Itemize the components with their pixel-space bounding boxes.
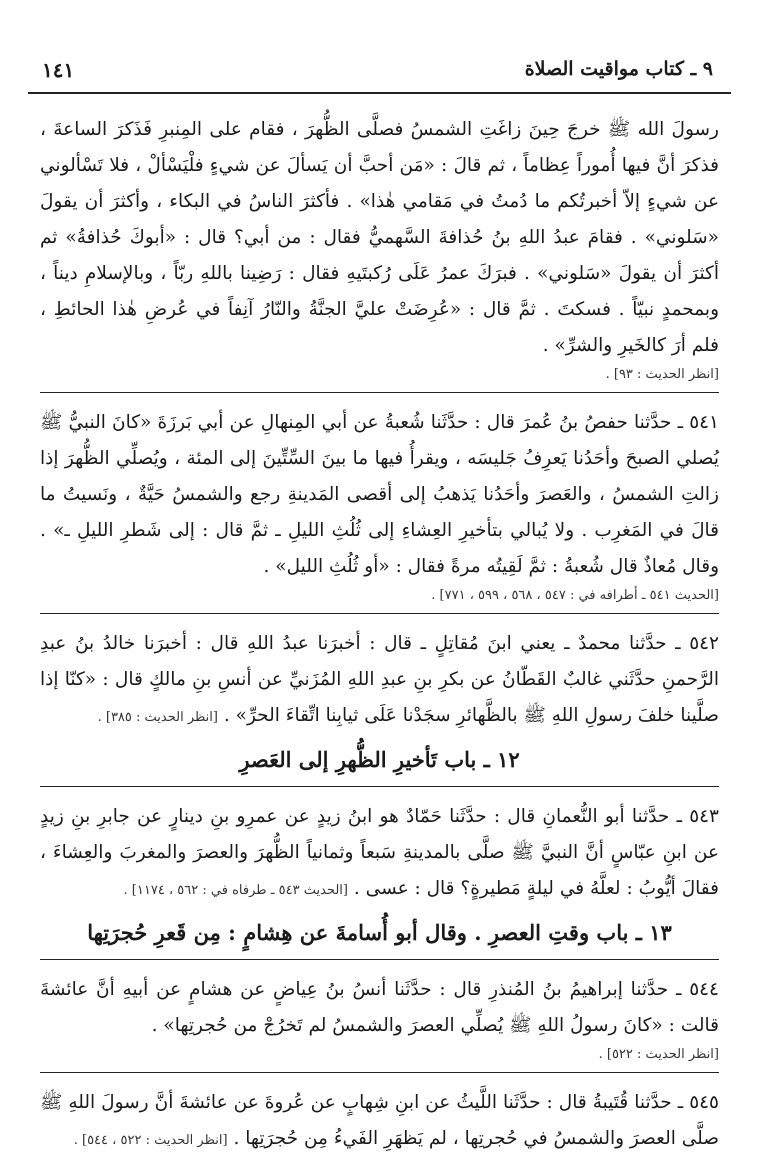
reference-note: [الحديث ٥٤١ ـ أطرافه في : ٥٤٧ ، ٥٦٨ ، ٥٩٩ ، ٧٧١] . xyxy=(431,588,719,603)
reference-note: [انظر الحديث : ٣٨٥] . xyxy=(97,710,218,725)
hadith-542-text: ٥٤٢ ـ حدَّثنا محمدٌ ـ يعني ابنَ مُقاتِلٍ ـ قال : أخبرَنا عبدُ اللهِ قال : أخبرَنا خالدُ بنُ عبدِ الرَّحمنِ حدَّثَني غالبٌ القَطّانُ عن بكرِ بنِ عبدِ اللهِ المُزَنيِّ عن أنسِ بنِ مالكٍ قال : «كنّا إذا صلَّينا خلفَ رسولِ اللهِ ﷺ بالظَّهائرِ سجَدْنا عَلَى ثيابِنا اتِّقاءَ الحرِّ» . xyxy=(40,633,719,726)
reference-note: [انظر الحديث : ٥٢٢ ، ٥٤٤] . xyxy=(73,1133,228,1148)
reference-note: [الحديث ٥٤٣ ـ طرفاه في : ٥٦٢ ، ١١٧٤] . xyxy=(123,883,348,898)
hadith-542 xyxy=(40,626,719,736)
hadith-separator xyxy=(40,1072,719,1073)
hadith-540-continuation: رسولَ الله ﷺ خرجَ حِينَ زاغَتِ الشمسُ فصلَّى الظُّهرَ ، فقام على المِنبرِ فَذَكرَ الساعةَ ، فذكرَ أنَّ فيها أُموراً عِظاماً ، ثم قالَ : «مَن أحبَّ أن يَسألَ عن شيءٍ فلْيَسْألْ ، فلا تَسْألوني عن شيءٍ إلاّ أخبرتُكم ما دُمتُ في مَقامي هٰذا» . فأكثرَ الناسُ في البكاء ، وأكثرَ أن يقولَ «سَلوني» . فقامَ عبدُ اللهِ بنُ حُذافةَ السَّهميُّ فقال : من أبي؟ قال : «أبوكَ حُذافةُ» ثم أكثرَ أن يقولَ «سَلوني» . فبرَكَ عمرُ عَلَى رُكبتَيهِ فقال : رَضِينا باللهِ ربّاً ، وبالإسلامِ ديناً ، وبمحمدٍ نبيّاً . فسكتَ . ثمَّ قال : «عُرِضَتْ عليَّ الجنَّةُ والنّارُ آنِفاً في عُرضِ هٰذا الحائطِ ، فلم أرَ كالخَيرِ والشرِّ» . xyxy=(40,119,719,356)
chapter-heading-13: ١٣ ـ باب وقتِ العصرِ . وقال أبو أُسامةَ عن هِشامٍ : مِن قَعرِ حُجرَتِها xyxy=(87,920,672,945)
header-rule xyxy=(28,92,731,94)
chapter-heading-12: ١٢ ـ باب تَأخيرِ الظُّهرِ إلى العَصرِ xyxy=(239,747,520,772)
hadith-544: ٥٤٤ ـ حدَّثنا إبراهيمُ بنُ المُنذرِ قال : حدَّثَنا أنسُ بنُ عِياضٍ عن هشامٍ عن أبيهِ أنَّ عائشةَ قالت : «كانَ رسولُ اللهِ ﷺ يُصلِّي العصرَ والشمسُ لم تَخرُجْ من حُجرتِها» . xyxy=(40,979,719,1036)
hadith-separator xyxy=(40,959,719,960)
reference-note: [انظر الحديث : ٩٣] . xyxy=(605,367,719,382)
hadith-543 xyxy=(40,799,719,909)
hadith-separator xyxy=(40,392,719,393)
hadith-541: ٥٤١ ـ حدَّثنا حفصُ بنُ عُمرَ قال : حدَّثَنا شُعبةُ عن أبي المِنهالِ عن أبي بَرزَةَ «كانَ النبيُّ ﷺ يُصلي الصبحَ وأحَدُنا يَعرِفُ جَليسَه ، ويقرأُ فيها ما بينَ السِّتِّينَ إلى المئة ، ويُصلِّي الظُّهرَ إذا زالتِ الشمسُ ، والعَصرَ وأحَدُنا يَذهبُ إلى أقصى المَدينةِ رجع والشمسُ حَيَّةٌ ، ونَسيتُ ما قالَ في المَغرِب . ولا يُبالي بتأخيرِ العِشاءِ إلى ثُلُثِ الليلِ ـ ثمَّ قال : إلى شَطرِ الليلِ ـ» . وقال مُعاذٌ قال شُعبةُ : ثمَّ لَقِيتُه مرةً فقال : «أو ثُلُثِ الليل» . xyxy=(40,412,719,577)
page-number: ١٤١ xyxy=(42,58,75,82)
running-title: ٩ ـ كتاب مواقيت الصلاة xyxy=(524,58,713,80)
hadith-545 xyxy=(40,1085,719,1159)
hadith-separator xyxy=(40,613,719,614)
hadith-separator xyxy=(40,786,719,787)
page-header xyxy=(28,56,731,90)
page-body xyxy=(40,112,719,1159)
reference-note: [انظر الحديث : ٥٢٢] . xyxy=(598,1047,719,1062)
hadith-545-text: ٥٤٥ ـ حدَّثنا قُتَيبةُ قال : حدَّثَنا اللَّيثُ عن ابنِ شِهابٍ عن عُروةَ عن عائشةَ أنَّ رسولَ اللهِ ﷺ صلَّى العصرَ والشمسُ في حُجرتِها ، لم يَظهَرِ الفَيءُ مِن حُجرَتِها . xyxy=(40,1092,719,1149)
hadith-543-text: ٥٤٣ ـ حدَّثنا أبو النُّعمانِ قال : حدَّثَنا حَمّادٌ هو ابنُ زيدٍ عن عمرِو بنِ دينارٍ عن جابرِ بنِ زيدٍ عن ابنِ عبّاسٍ أنَّ النبيَّ ﷺ صلَّى بالمدينةِ سَبعاً وثمانياً الظُّهرَ والعصرَ والمغربَ والعِشاءَ ، فقالَ أيُّوبُ : لعلَّهُ في ليلةٍ مَطيرةٍ؟ قال : عسى . xyxy=(40,806,719,899)
